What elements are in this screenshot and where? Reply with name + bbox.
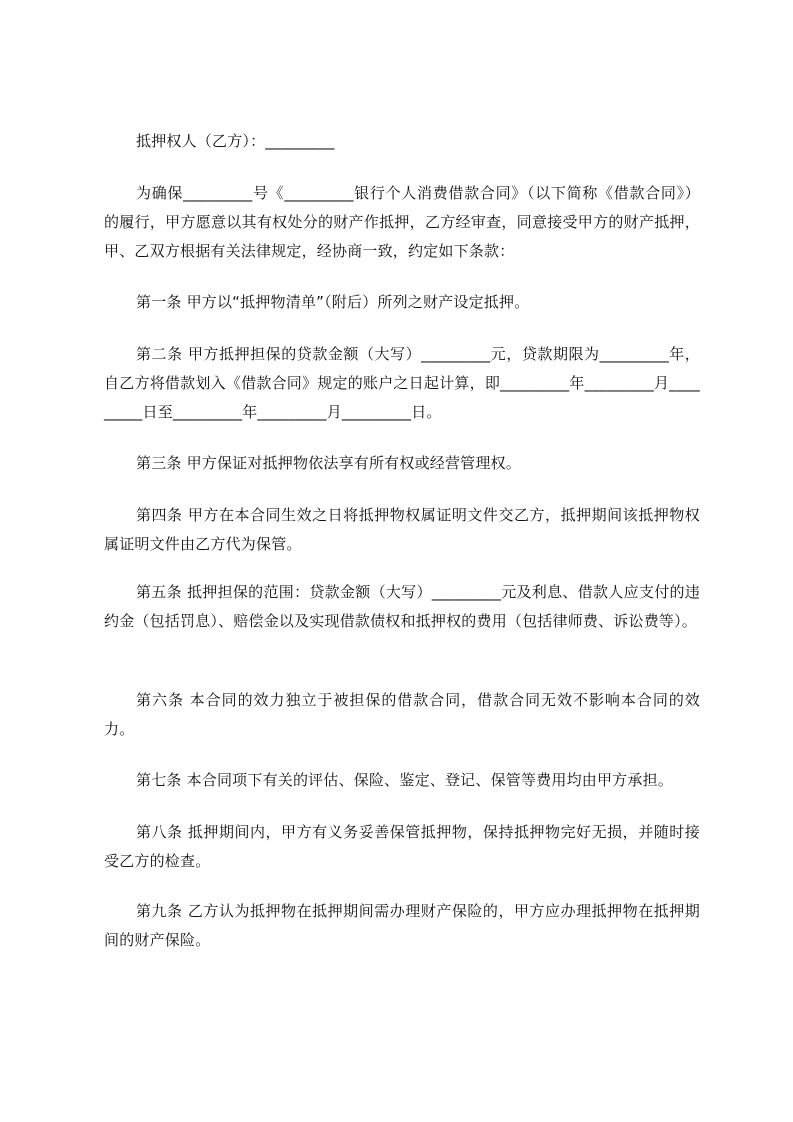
article-6: 第六条 本合同的效力独立于被担保的借款合同，借款合同无效不影响本合同的效力。	[104, 691, 700, 738]
article-4: 第四条 甲方在本合同生效之日将抵押物权属证明文件交乙方，抵押期间该抵押物权属证明文件由乙方代为保管。	[104, 506, 700, 553]
mortgagee-line: 抵押权人（乙方）：_________	[136, 132, 335, 150]
article-8: 第八条 抵押期间内，甲方有义务妥善保管抵押物，保持抵押物完好无损，并随时接受乙方的检查。	[104, 823, 700, 870]
article-9: 第九条 乙方认为抵押物在抵押期间需办理财产保险的，甲方应办理抵押物在抵押期间的财产保险。	[104, 902, 700, 949]
article-1: 第一条 甲方以“抵押物清单”（附后）所列之财产设定抵押。	[136, 293, 530, 311]
article-3: 第三条 甲方保证对抵押物依法享有所有权或经营管理权。	[136, 454, 521, 472]
article-5: 第五条 抵押担保的范围：贷款金额（大写）_________元及利息、借款人应支付的违约金（包括罚息）、赔偿金以及实现借款债权和抵押权的费用（包括律师费、诉讼费等）。	[104, 583, 700, 630]
article-7: 第七条 本合同项下有关的评估、保险、鉴定、登记、保管等费用均由甲方承担。	[136, 771, 673, 789]
contract-intro: 为确保_________号《_________银行个人消费借款合同》（以下简称《借款合同》）的履行，甲方愿意以其有权处分的财产作抵押，乙方经审查，同意接受甲方的财产抵押，甲、乙双方根据有关法律规定，经协商一致，约定如下条款：	[104, 184, 700, 260]
article-2: 第二条 甲方抵押担保的贷款金额（大写）_________元，贷款期限为_________年，自乙方将借款划入《借款合同》规定的账户之日起计算，即_________年_________月_________日至_________年_________月_________日。	[104, 345, 700, 421]
